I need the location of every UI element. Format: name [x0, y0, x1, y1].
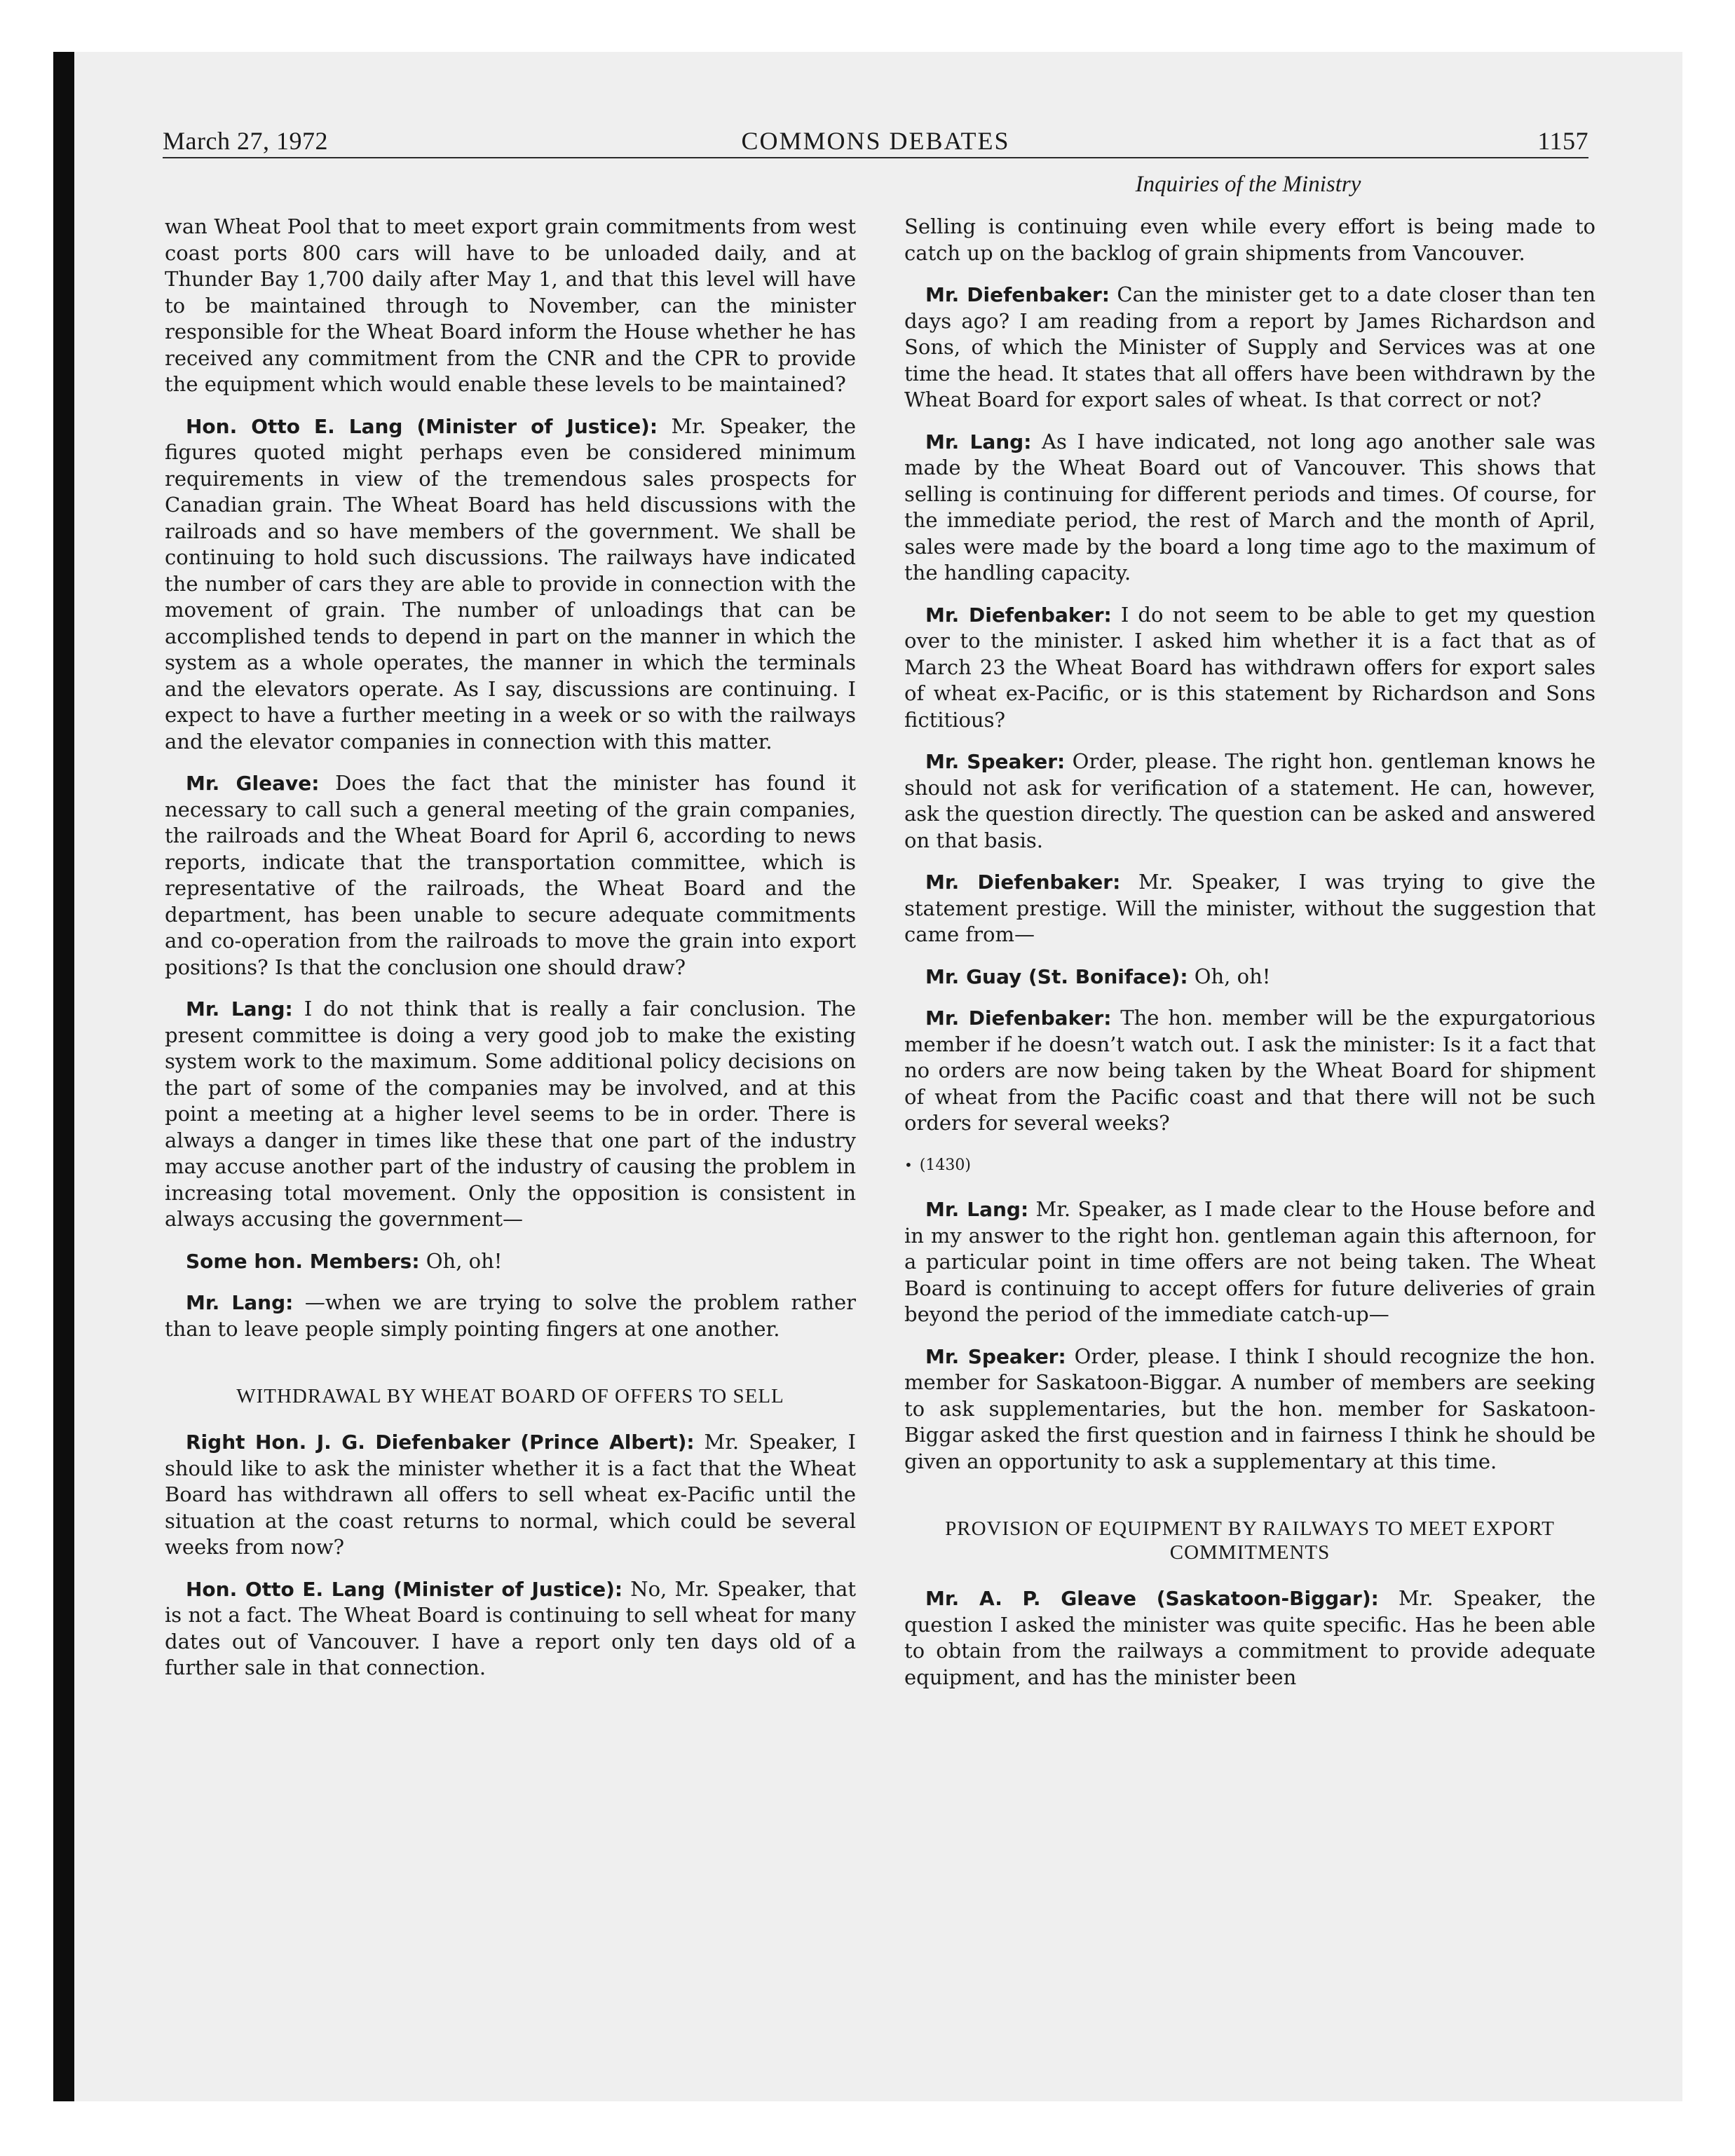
speech-text: Order, please. The right hon. gentleman knows he should not ask for verification of a statement. He can, however, ask the question directly. The question can be asked and answered on that basis.	[904, 749, 1595, 852]
running-header	[163, 125, 1588, 158]
speech-text: —when we are trying to solve the problem rather than to leave people simply pointing fingers at one another.	[165, 1290, 856, 1341]
speaker-name: Mr. Lang:	[925, 1198, 1029, 1221]
speech-text: Mr. Speaker, the figures quoted might perhaps even be considered minimum requirements in view of the tremendous sales prospects for Canadian grain. The Wheat Board has held discussions with the railroads and so have members of the government. We shall be continuing to hold such discussions. The railways have indicated the number of cars they are able to provide in connection with the movement of grain. The number of unloadings that can be accomplished tends to depend in part on the manner in which the system as a whole operates, the manner in which the terminals and the elevators operate. As I say, discussions are continuing. I expect to have a further meeting in a week or so with the railways and the elevator companies in connection with this matter.	[165, 414, 856, 753]
paragraph: Selling is continuing even while every effort is being made to catch up on the backlog of grain shipments from Vancouver.	[904, 214, 1595, 265]
speech	[904, 1344, 1595, 1475]
speech-text: Oh, oh!	[1188, 964, 1271, 988]
speech	[165, 1290, 856, 1342]
speaker-name: Mr. Lang:	[186, 997, 293, 1021]
speech-text: Mr. Speaker, the question I asked the minister was quite specific. Has he been able to obtain from the railways a commitment to provide adequate equipment, and has the minister been	[904, 1586, 1595, 1689]
left-column	[165, 214, 856, 1889]
speaker-name: Mr. Diefenbaker:	[925, 603, 1112, 627]
bullet-icon: •	[904, 1156, 913, 1173]
speaker-name: Mr. Diefenbaker:	[925, 283, 1110, 306]
header-date: March 27, 1972	[163, 127, 328, 155]
speech-text: I do not think that is really a fair conclusion. The present committee is doing a very good job to make the existing system work to the maximum. Some additional policy decisions on the part of some of the companies may be involved, and at this point a meeting at a higher level seems to be in order. There is always a danger in times like these that one part of the industry may accuse another part of the industry of causing the problem in increasing total movement. Only the opposition is consistent in always accusing the government—	[165, 997, 856, 1231]
speech-text: Mr. Speaker, I was trying to give the statement prestige. Will the minister, without the suggestion that came from—	[904, 870, 1595, 946]
speaker-name: Mr. Gleave:	[186, 772, 320, 795]
speech	[904, 602, 1595, 734]
speaker-name: Right Hon. J. G. Diefenbaker (Prince Albert):	[186, 1431, 695, 1454]
speech	[904, 282, 1595, 414]
speech	[904, 1196, 1595, 1328]
speaker-name: Mr. A. P. Gleave (Saskatoon-Biggar):	[925, 1587, 1379, 1610]
speaker-name: Mr. Speaker:	[925, 1344, 1066, 1368]
speech	[904, 964, 1595, 990]
speaker-name: Mr. Lang:	[186, 1291, 294, 1314]
speaker-name: Mr. Guay (St. Boniface):	[925, 964, 1188, 988]
speech-text: No, Mr. Speaker, that is not a fact. The Wheat Board is continuing to sell wheat for many dates out of Vancouver. I have a report only ten days old of a further sale in that connection.	[165, 1576, 856, 1679]
header-title: COMMONS DEBATES	[741, 127, 1010, 155]
speech-text: The hon. member will be the expurgatorious member if he doesn’t watch out. I ask the minister: Is it a fact that no orders are now being taken by the Wheat Board for shipment of wheat from the Pacific coast and that there will not be such orders for several weeks?	[904, 1006, 1595, 1135]
speech	[165, 1576, 856, 1681]
speech-text: Oh, oh!	[419, 1248, 503, 1273]
speech	[165, 996, 856, 1233]
speech	[904, 869, 1595, 948]
speaker-name: Mr. Speaker:	[925, 750, 1066, 773]
paragraph: wan Wheat Pool that to meet export grain commitments from west coast ports 800 cars will have to be unloaded daily, and at Thunder Bay 1,700 daily after May 1, and that this level will have to be maintained through to November, can the minister responsible for the Wheat Board inform the House whether he has received any commitment from the CNR and the CPR to provide the equipment which would enable these levels to be maintained?	[165, 214, 856, 396]
speech-text: Mr. Speaker, I should like to ask the minister whether it is a fact that the Wheat Board has withdrawn all offers to sell wheat ex-Pacific until the situation at the coast returns to normal, which could be several weeks from now?	[165, 1430, 856, 1559]
section-title: WITHDRAWAL BY WHEAT BOARD OF OFFERS TO SELL	[236, 1385, 784, 1407]
speech-text: Mr. Speaker, as I made clear to the House before and in my answer to the right hon. gentleman again this afternoon, for a particular point in time offers are not being taken. The Wheat Board is continuing to accept offers for future deliveries of grain beyond the period of the immediate catch-up—	[904, 1197, 1595, 1326]
speech-text: As I have indicated, not long ago another sale was made by the Wheat Board out of Vancouver. This shows that selling is continuing for different periods and times. Of course, for the immediate period, the rest of March and the month of April, sales were made by the board a long time ago to the maximum of the handling capacity.	[904, 429, 1595, 585]
speaker-name: Mr. Lang:	[925, 430, 1032, 453]
speaker-name: Some hon. Members:	[186, 1249, 420, 1273]
speech-text: I do not seem to be able to get my question over to the minister. I asked him whether it is a fact that as of March 23 the Wheat Board has withdrawn offers for export sales of wheat ex-Pacific, or is this statement by Richardson and Sons fictitious?	[904, 602, 1595, 732]
speech	[904, 429, 1595, 587]
speaker-name: Mr. Diefenbaker:	[925, 1007, 1112, 1030]
speaker-name: Hon. Otto E. Lang (Minister of Justice):	[186, 414, 658, 438]
speaker-name: Mr. Diefenbaker:	[925, 871, 1121, 894]
speech	[904, 1585, 1595, 1691]
speech	[165, 414, 856, 756]
speech	[165, 1429, 856, 1561]
speech	[904, 1005, 1595, 1137]
column-heading: Inquiries of the Ministry	[1135, 172, 1361, 197]
speech	[165, 1248, 856, 1275]
speech-text: Does the fact that the minister has found it necessary to call such a general meeting of the grain companies, the railroads and the Wheat Board for April 6, according to news reports, indicate that the transportation committee, which is representative of the railroads, the Wheat Board and the department, has been unable to secure adequate commitments and co-operation from the railroads to move the grain into export positions? Is that the conclusion one should draw?	[165, 771, 856, 979]
binding-edge	[53, 52, 74, 2101]
section-title: PROVISION OF EQUIPMENT BY RAILWAYS TO MEET EXPORT COMMITMENTS	[945, 1517, 1555, 1564]
speaker-name: Hon. Otto E. Lang (Minister of Justice):	[186, 1577, 623, 1601]
speech-text: Can the minister get to a date closer than ten days ago? I am reading from a report by James Richardson and Sons, of which the Minister of Supply and Services was at one time the head. It states that all offers have been withdrawn by the Wheat Board for export sales of wheat. Is that correct or not?	[904, 282, 1595, 411]
page-number: 1157	[1537, 127, 1588, 155]
time-marker-text: (1430)	[919, 1156, 971, 1174]
speech	[904, 749, 1595, 854]
right-column	[904, 214, 1595, 1889]
speech-text: Order, please. I think I should recognize the hon. member for Saskatoon-Biggar. A number of members are seeking to ask supplementaries, but the hon. member for Saskatoon-Biggar asked the first question and in fairness I think he should be given an opportunity to ask a supplementary at this time.	[904, 1344, 1595, 1473]
time-marker	[904, 1152, 1595, 1179]
speech	[165, 770, 856, 981]
